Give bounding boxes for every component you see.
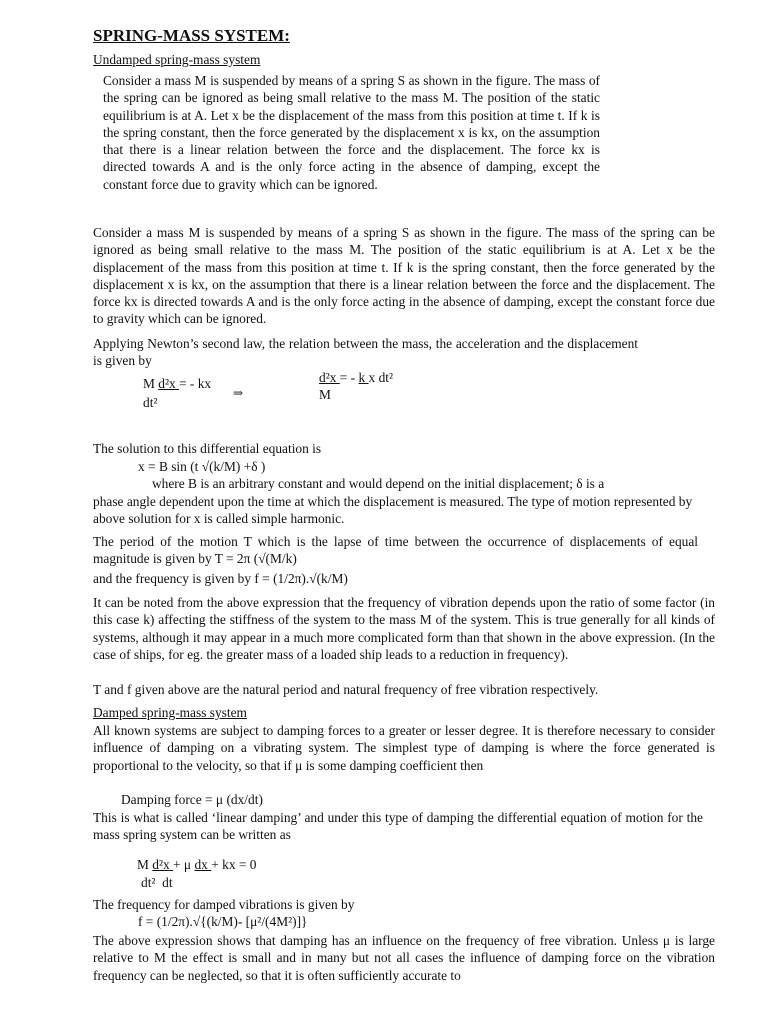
eq2-mid: = - [339,370,359,385]
deq-plus-mu: + μ [173,857,195,872]
undamped-heading: Undamped spring-mass system [93,52,261,67]
deq-rest: + kx = 0 [211,857,257,872]
eq2-k: k [358,370,369,385]
where-line: where B is an arbitrary constant and would depend on the initial displacement; δ is a [152,476,605,491]
equation-newton [143,375,211,392]
eq1-prefix: M [143,376,159,391]
solution-intro: The solution to this differential equation is [93,441,322,456]
natural-line: T and f given above are the natural period and natural frequency of free vibration respectively. [93,682,599,697]
newton-paragraph: Applying Newton’s second law, the relation between the mass, the acceleration and the displacement is given by [93,336,638,369]
eq1-denominator: dt² [143,395,158,410]
eq2-numerator: d²x [319,370,340,385]
deq-d2x: d²x [152,857,174,872]
damped-eq-denominators: dt² dt [141,875,173,890]
linear-damping-paragraph: This is what is called ‘linear damping’ and under this type of damping the differential equation of motion for the mass spring system can be written as [93,810,703,843]
eq2-denominator: M [319,387,331,402]
implies-arrow: ⇒ [233,386,244,400]
equation-acceleration [319,369,393,386]
period-paragraph: The period of the motion T which is the lapse of time between the occurrence of displacements of equal magnitude is given by T = 2π (√(M/k) [93,534,698,567]
solution-equation: x = B sin (t √(k/M) +δ ) [138,459,266,474]
damped-frequency-equation: f = (1/2π).√{(k/M)- [μ²/(4M²)]} [138,914,308,929]
eq2-rest: x dt² [368,370,394,385]
damped-equation [137,856,256,873]
damping-influence-paragraph: The above expression shows that damping has an influence on the frequency of free vibration. Unless μ is large relative to M the effect is small and in many but not all cases the influence of damping force on the vibration frequency can be neglected, so that it is often sufficiently accurate to [93,933,715,983]
phase-paragraph: phase angle dependent upon the time at which the displacement is measured. The type of motion represented by above solution for x is called simple harmonic. [93,494,693,527]
deq-m: M [137,857,153,872]
damped-frequency-intro: The frequency for damped vibrations is given by [93,897,355,912]
damping-force-equation: Damping force = μ (dx/dt) [121,792,263,807]
eq1-numerator: d²x [158,376,180,391]
intro-paragraph: Consider a mass M is suspended by means of a spring S as shown in the figure. The mass of the spring can be ignored as being small relative to the mass M. The position of the static equilibrium is at A. Let x be the displacement of the mass from this position at time t. If k is the spring constant, then the force generated by the displacement x is kx, on the assumption that there is a linear relation between the force and the displacement. The force kx is directed towards A and is the only force acting in the absence of damping, except the constant force due to gravity which can be ignored. [103,73,600,192]
page-title: SPRING-MASS SYSTEM: [93,26,290,45]
repeat-paragraph: Consider a mass M is suspended by means of a spring S as shown in the figure. The mass of the spring can be ignored as being small relative to the mass M. The position of the static equilibrium is at A. Let x be the displacement of the mass from this position at time t. If k is the spring constant, then the force generated by the displacement x is kx, on the assumption that there is a linear relation between the force and the displacement. The force kx is directed towards A and is the only force acting in the absence of damping, except the constant force due to gravity which can be ignored. [93,225,715,327]
eq1-rest: = - kx [179,376,212,391]
frequency-line: and the frequency is given by f = (1/2π).√(k/M) [93,571,348,586]
damped-heading: Damped spring-mass system [93,705,247,720]
deq-dx: dx [194,857,212,872]
ratio-paragraph: It can be noted from the above expression that the frequency of vibration depends upon the ratio of some factor (in this case k) affecting the stiffness of the system to the mass M of the system. This is true generally for all kinds of systems, although it may appear in a much more complicated form than that shown in the above expression. (In the case of ships, for eg. the greater mass of a loaded ship leads to a reduction in frequency). [93,595,715,662]
damping-paragraph: All known systems are subject to damping forces to a greater or lesser degree. It is therefore necessary to consider influence of damping on a vibrating system. The simplest type of damping is where the force generated is proportional to the velocity, so that if μ is some damping coefficient then [93,723,715,773]
